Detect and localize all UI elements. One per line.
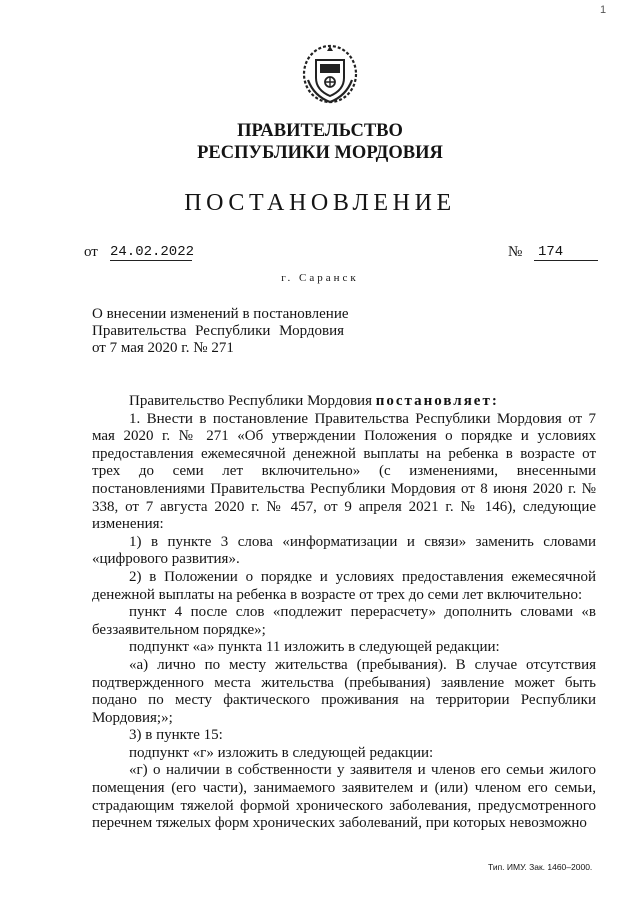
document-type-title: ПОСТАНОВЛЕНИЕ [184, 190, 456, 216]
body-paragraph: 3) в пункте 15: [129, 727, 223, 744]
body-paragraph: подпункт «г» изложить в следующей редакции: [129, 744, 434, 761]
intro-text: Правительство Республики Мордовия [129, 393, 376, 409]
body-paragraph: 1. Внести в постановление Правительства Республики Мордовия от 7 мая 2020 г. № 271 «Об утверждении Положения о порядке и условиях предоставления ежемесячной денежной выплаты на ребенка в возрасте от трех до семи лет включительно» (с изменениями, внесенными постановлениями Правительства Республики Мордовия от 8 июня 2020 г. № 338, от 7 августа 2020 г. № 457, от 9 апреля 2021 г. № 146), следующие изменения: [92, 410, 596, 533]
intro-decree-word: постановляет: [375, 393, 499, 409]
number-prefix: № [508, 244, 523, 260]
date-number-row [84, 244, 596, 266]
subject-line: Правительства Республики Мордовия [92, 323, 345, 339]
intro-paragraph [92, 393, 596, 411]
page-number: 1 [600, 4, 607, 16]
subject-line: от 7 мая 2020 г. № 271 [92, 340, 234, 356]
coat-of-arms-emblem [300, 40, 360, 106]
body-paragraph: 1) в пункте 3 слова «информатизации и связи» заменить словами «цифрового развития». [92, 533, 596, 568]
print-footer: Тип. ИМУ. Зак. 1460–2000. [488, 862, 593, 872]
document-subject [92, 306, 349, 357]
body-paragraph: подпункт «а» пункта 11 изложить в следующей редакции: [129, 639, 500, 656]
body-paragraph: «а) лично по месту жительства (пребывания). В случае отсутствия подтвержденного места жительства (пребывания) заявление может быть подано по месту фактического проживания на территории Республики Мордовия;»; [92, 656, 596, 726]
organization-name-line1: ПРАВИТЕЛЬСТВО [237, 121, 403, 141]
document-date: 24.02.2022 [110, 244, 195, 260]
organization-name-line2: РЕСПУБЛИКИ МОРДОВИЯ [197, 143, 443, 163]
city-name: г. Саранск [281, 272, 359, 284]
date-prefix: от [84, 244, 98, 260]
body-paragraph: 2) в Положении о порядке и условиях предоставления ежемесячной денежной выплаты на ребенка в возрасте от трех до семи лет включительно: [92, 568, 596, 603]
body-paragraph: пункт 4 после слов «подлежит перерасчету» дополнить словами «в беззаявительном порядке»; [92, 604, 596, 638]
body-paragraph: «г) о наличии в собственности у заявителя и членов его семьи жилого помещения (его части), занимаемого заявителем и (или) членом его семьи, страдающим тяжелой формой хронического заболевания, предусмотренного перечнем тяжелых форм хронических заболеваний, при которых невозможно [92, 762, 596, 832]
document-body [92, 393, 596, 833]
document-number: 174 [534, 244, 598, 261]
subject-line: О внесении изменений в постановление [92, 306, 349, 322]
